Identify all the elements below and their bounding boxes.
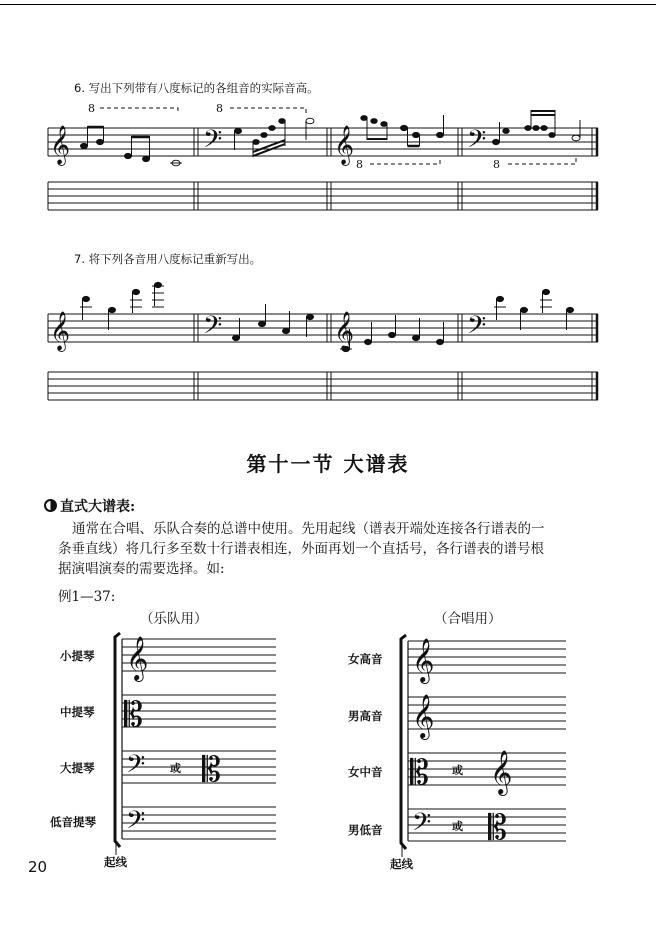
q7-clefs <box>50 311 486 352</box>
orchestra-part-label: 大提琴 <box>60 761 95 775</box>
svg-text:𝄞: 𝄞 <box>412 694 435 738</box>
svg-text:𝄡: 𝄡 <box>202 750 221 790</box>
q6-notes <box>81 110 581 166</box>
choir-part-label: 女高音 <box>348 652 383 666</box>
svg-text:𝄞: 𝄞 <box>126 636 149 680</box>
section-title: 第十一节 大谱表 <box>246 452 410 476</box>
bracket <box>401 635 406 849</box>
question-6-text: 写出下列带有八度标记的各组音的实际音高。 <box>88 81 319 95</box>
octave-mark: 8 <box>356 158 363 171</box>
octave-mark: 8 <box>216 102 223 115</box>
svg-text:𝄞: 𝄞 <box>334 311 355 351</box>
q6-staff-figure <box>0 95 656 225</box>
orchestra-caption: （乐队用） <box>140 611 208 627</box>
question-7-number: 7. <box>74 252 85 266</box>
subheading-text: 直式大谱表: <box>60 499 136 515</box>
start-line-label: 起线 <box>390 857 413 871</box>
svg-text:𝄢: 𝄢 <box>467 311 487 346</box>
or-label: 或 <box>452 764 463 777</box>
q7-staff-lines <box>48 314 598 400</box>
octave-mark: 8 <box>493 158 500 171</box>
paragraph-line: 条垂直线）将几行多至数十行谱表相连，外面再划一个直括号，各行谱表的谱号根 <box>58 541 544 557</box>
orchestra-part-label: 低音提琴 <box>50 815 96 829</box>
orchestra-score <box>110 625 282 855</box>
svg-text:𝄢: 𝄢 <box>203 311 223 346</box>
svg-text:𝄞: 𝄞 <box>490 750 513 794</box>
or-label: 或 <box>170 762 181 775</box>
start-line-label: 起线 <box>104 855 127 869</box>
q7-barlines <box>48 314 597 400</box>
svg-text:𝄢: 𝄢 <box>126 750 146 785</box>
example-label: 例1—37: <box>58 589 116 605</box>
svg-text:𝄢: 𝄢 <box>412 808 432 843</box>
choir-part-label: 女中音 <box>348 765 383 779</box>
page-number: 20 <box>28 858 48 876</box>
choir-caption: （合唱用） <box>434 611 502 627</box>
q7-staff-figure <box>0 270 656 410</box>
svg-text:𝄞: 𝄞 <box>334 125 355 165</box>
q6-staff-lines <box>48 128 598 210</box>
paragraph-line: 通常在合唱、乐队合奏的总谱中使用。先用起线（谱表开端处连接各行谱表的一 <box>72 521 545 537</box>
or-label: 或 <box>452 820 463 833</box>
bracket <box>115 633 120 847</box>
bullet-icon <box>44 499 57 512</box>
svg-text:𝄢: 𝄢 <box>467 125 487 160</box>
svg-text:𝄞: 𝄞 <box>50 125 71 165</box>
paragraph <box>58 519 618 579</box>
octave-mark: 8 <box>88 102 95 115</box>
orchestra-part-label: 中提琴 <box>60 705 95 719</box>
svg-text:𝄢: 𝄢 <box>203 125 223 160</box>
svg-text:𝄞: 𝄞 <box>412 638 435 682</box>
svg-text:𝄢: 𝄢 <box>126 806 146 841</box>
orchestra-part-label: 小提琴 <box>60 649 95 663</box>
svg-text:𝄡: 𝄡 <box>488 808 507 848</box>
q6-barlines <box>48 128 597 210</box>
choir-score <box>396 627 572 857</box>
svg-text:𝄡: 𝄡 <box>124 695 143 735</box>
question-6-number: 6. <box>74 81 85 95</box>
paragraph-line: 据演唱演奏的需要选择。如: <box>58 561 225 577</box>
subheading <box>44 496 135 516</box>
svg-text:𝄞: 𝄞 <box>50 311 71 351</box>
question-7 <box>74 251 261 267</box>
question-7-text: 将下列各音用八度标记重新写出。 <box>88 252 262 266</box>
top-rule <box>0 4 656 5</box>
choir-part-label: 男高音 <box>348 709 383 723</box>
choir-part-label: 男低音 <box>348 823 383 837</box>
question-6 <box>74 80 319 96</box>
svg-text:𝄡: 𝄡 <box>410 753 429 793</box>
